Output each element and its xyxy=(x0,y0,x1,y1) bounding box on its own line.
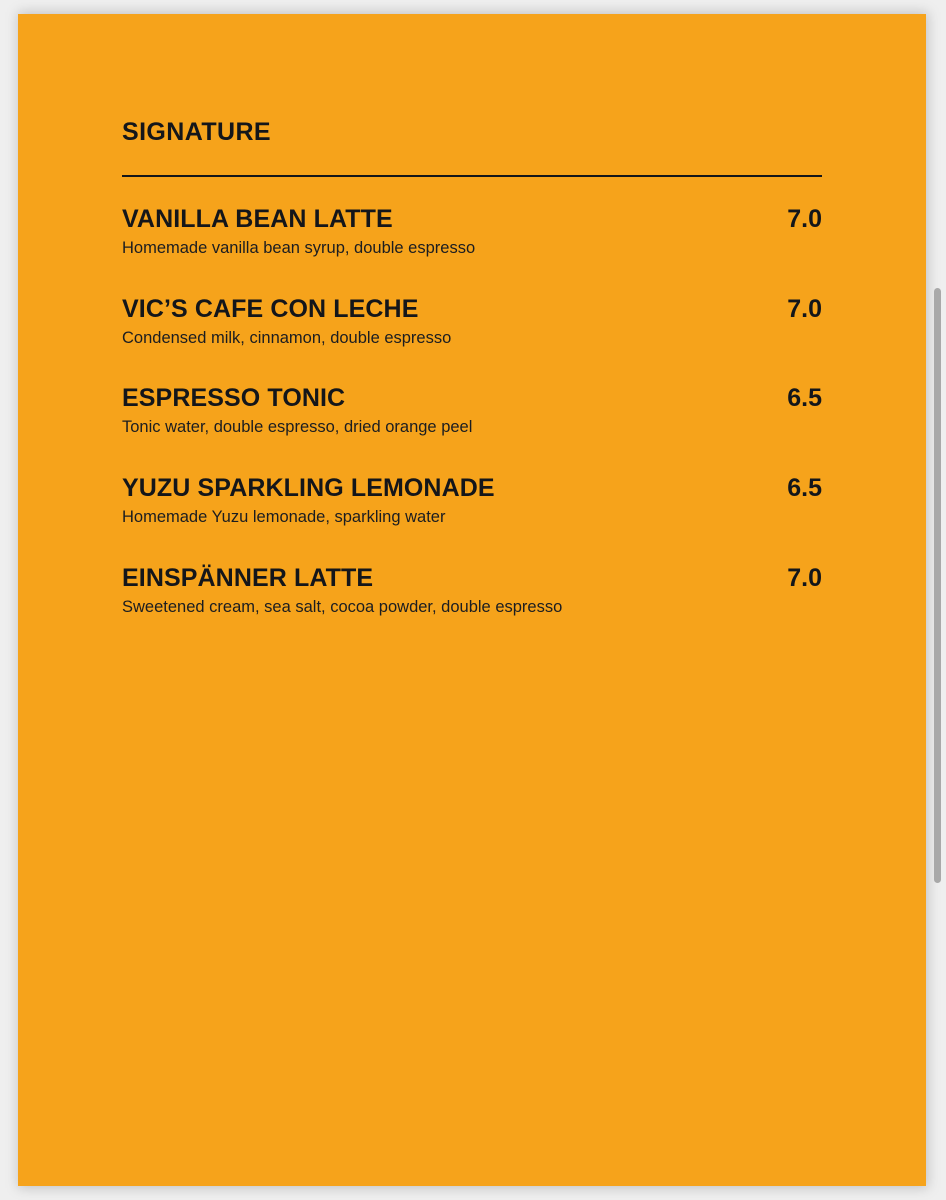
menu-item-name: VANILLA BEAN LATTE xyxy=(122,205,393,233)
menu-item-name: ESPRESSO TONIC xyxy=(122,384,346,413)
menu-item-price: 6.5 xyxy=(787,473,822,502)
list-item xyxy=(122,474,822,528)
menu-item-description: Condensed milk, cinnamon, double espresso xyxy=(122,328,452,347)
menu-item-name: VIC’S CAFE CON LECHE xyxy=(122,294,419,323)
menu-item-row xyxy=(122,474,822,503)
menu-item-price: 7.0 xyxy=(787,563,822,592)
menu-item-row xyxy=(122,295,822,324)
menu-item-price: 7.0 xyxy=(787,205,822,233)
menu-item-description: Homemade vanilla bean syrup, double espresso xyxy=(122,239,476,257)
page-title: SIGNATURE xyxy=(122,118,271,146)
list-item xyxy=(122,295,822,349)
menu-item-description: Homemade Yuzu lemonade, sparkling water xyxy=(122,507,446,526)
list-item xyxy=(122,384,822,438)
menu-document xyxy=(18,14,926,1186)
list-item xyxy=(122,205,822,259)
menu-item-name: YUZU SPARKLING LEMONADE xyxy=(122,473,495,502)
menu-item-row xyxy=(122,384,822,413)
list-item xyxy=(122,564,822,618)
menu-item-description: Sweetened cream, sea salt, cocoa powder, double espresso xyxy=(122,597,563,616)
title-divider xyxy=(122,175,822,177)
scrollbar[interactable] xyxy=(934,0,944,1200)
menu-content xyxy=(122,118,822,653)
menu-item-row xyxy=(122,564,822,593)
menu-item-price: 6.5 xyxy=(787,384,822,413)
menu-item-price: 7.0 xyxy=(787,294,822,323)
scrollbar-thumb[interactable] xyxy=(934,288,941,883)
menu-item-name: EINSPÄNNER LATTE xyxy=(122,563,374,592)
menu-item-row xyxy=(122,205,822,234)
menu-item-description: Tonic water, double espresso, dried orange peel xyxy=(122,418,473,437)
